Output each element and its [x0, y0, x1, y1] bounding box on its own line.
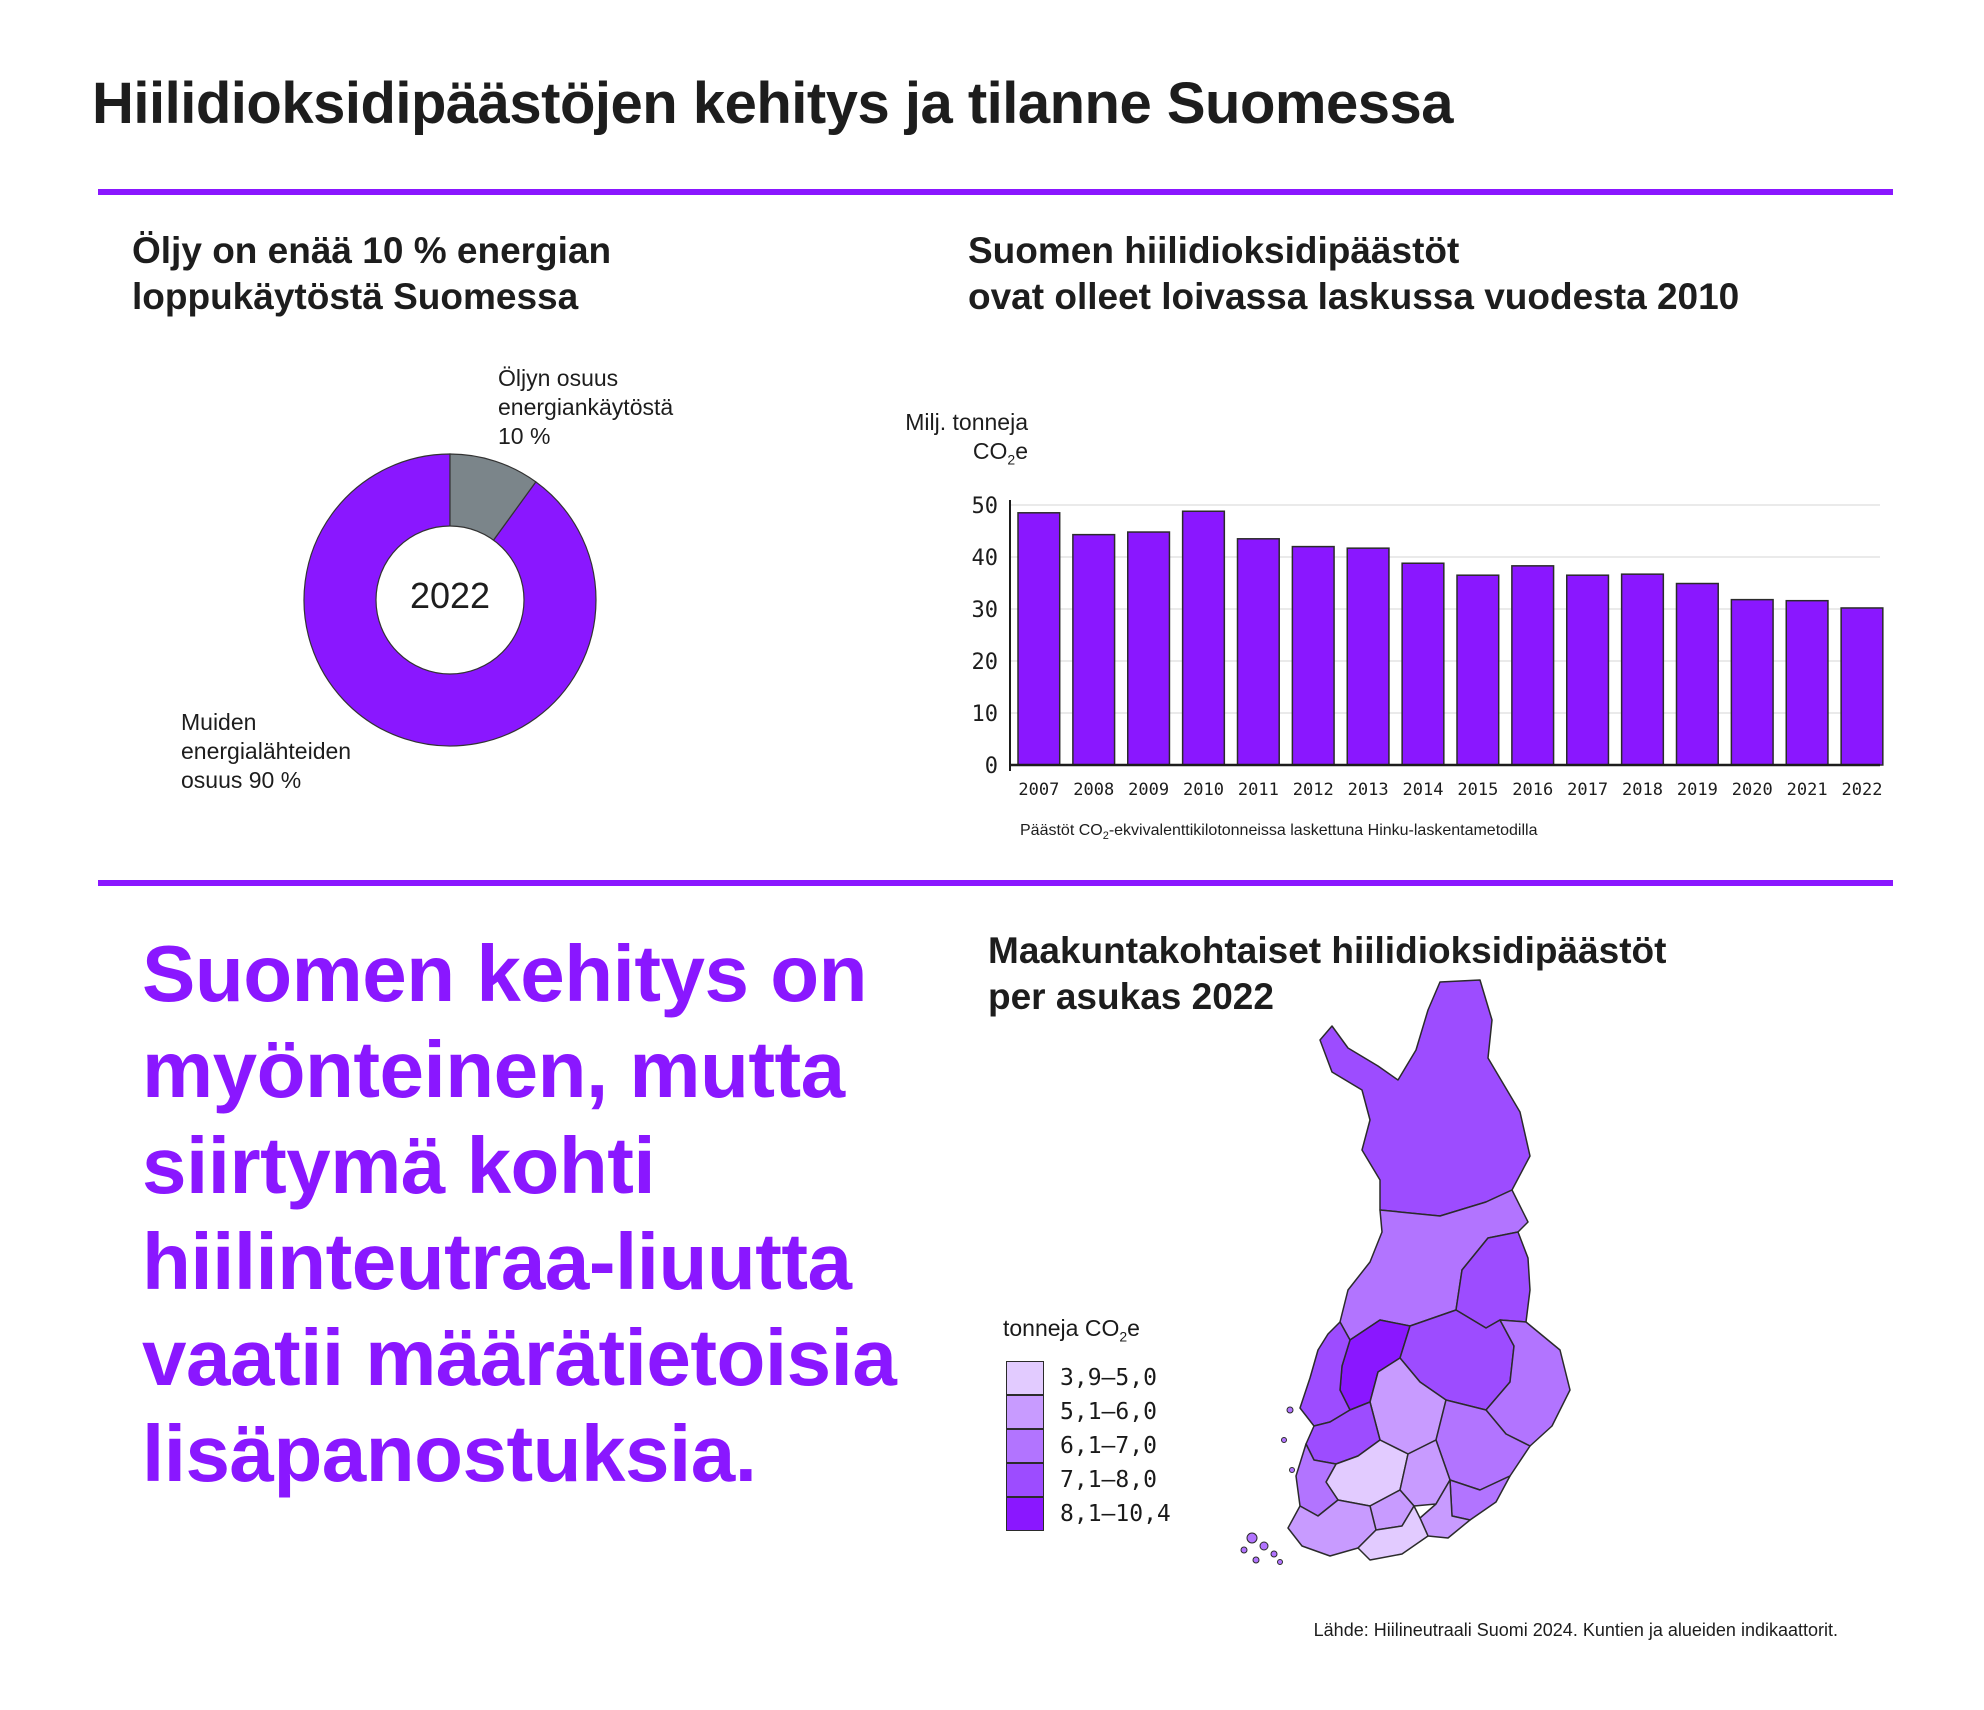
top-divider	[98, 189, 1893, 195]
note-suffix: -ekvivalenttikilotonneissa laskettuna Hinku-laskentametodilla	[1108, 822, 1538, 839]
x-tick-label: 2016	[1512, 780, 1554, 800]
x-tick-label: 2014	[1402, 780, 1444, 800]
x-tick-label: 2013	[1347, 780, 1389, 800]
y-unit-co: CO	[972, 438, 1008, 464]
legend-swatch	[1006, 1497, 1044, 1531]
legend-swatch	[1006, 1463, 1044, 1497]
x-tick-label: 2018	[1622, 780, 1663, 800]
bar-title-line1: Suomen hiilidioksidipäästöt	[968, 230, 1460, 271]
legend-label: 8,1–10,4	[1060, 1501, 1171, 1527]
y-unit-e: e	[1015, 438, 1028, 464]
y-tick-label: 10	[971, 702, 998, 727]
bar	[1292, 547, 1334, 765]
other-label-line1: Muiden	[181, 709, 257, 735]
note-sub: 2	[1102, 830, 1109, 843]
x-tick-label: 2007	[1018, 780, 1060, 800]
legend-label: 7,1–8,0	[1060, 1467, 1157, 1493]
y-unit-sub: 2	[1007, 451, 1016, 468]
donut-title-line1: Öljy on enää 10 % energian	[132, 230, 612, 271]
middle-divider	[98, 880, 1893, 886]
bar	[1567, 575, 1609, 765]
x-tick-label: 2011	[1237, 780, 1279, 800]
legend-label: 3,9–5,0	[1060, 1365, 1157, 1391]
y-tick-label: 50	[971, 494, 998, 519]
bar	[1786, 601, 1828, 765]
other-label-line3: osuus 90 %	[181, 767, 302, 793]
bar	[1677, 584, 1719, 765]
legend-label: 5,1–6,0	[1060, 1399, 1157, 1425]
source-note: Lähde: Hiilineutraali Suomi 2024. Kuntien ja alueiden indikaattorit.	[1313, 1620, 1838, 1640]
legend-item	[1006, 1428, 1157, 1464]
x-tick-label: 2010	[1183, 780, 1224, 800]
x-tick-label: 2019	[1676, 780, 1718, 800]
legend-title-sub: 2	[1119, 1328, 1128, 1345]
note-prefix: Päästöt CO	[1020, 822, 1103, 839]
x-tick-label: 2008	[1073, 780, 1115, 800]
bar	[1073, 535, 1115, 765]
x-tick-label: 2021	[1786, 780, 1828, 800]
bar	[1731, 600, 1773, 765]
x-tick-label: 2022	[1841, 780, 1883, 800]
legend-swatch	[1006, 1361, 1044, 1395]
bar	[1512, 566, 1554, 765]
bar	[1402, 563, 1444, 765]
x-tick-label: 2020	[1731, 780, 1773, 800]
map-title-line2: per asukas 2022	[988, 976, 1274, 1017]
map-title-line1: Maakuntakohtaiset hiilidioksidipäästöt	[988, 930, 1667, 971]
map-legend-title	[1003, 1315, 1140, 1345]
legend-title-e: e	[1127, 1315, 1140, 1341]
map-legend	[1006, 1360, 1206, 1540]
bar	[1128, 532, 1170, 765]
key-statement: Suomen kehitys on myönteinen, mutta siirtymä kohti hiilinteutraa-liuutta vaatii määrätietoisia lisäpanostuksia.	[142, 929, 897, 1498]
x-tick-label: 2017	[1567, 780, 1609, 800]
y-unit-line2	[890, 437, 1028, 475]
bar	[1238, 539, 1280, 765]
bar	[1622, 574, 1664, 765]
y-tick-label: 30	[971, 598, 998, 623]
oil-label-line1: Öljyn osuus	[498, 365, 619, 391]
page-title: Hiilidioksidipäästöjen kehitys ja tilanne Suomessa	[92, 71, 1453, 136]
bar-chart	[950, 480, 1900, 810]
legend-item	[1006, 1394, 1157, 1430]
legend-swatch	[1006, 1429, 1044, 1463]
bar-title-line2: ovat olleet loivassa laskussa vuodesta 2010	[968, 276, 1740, 317]
x-tick-label: 2015	[1457, 780, 1499, 800]
legend-item	[1006, 1496, 1171, 1532]
oil-share-label	[498, 364, 673, 451]
bar-chart-note	[1020, 822, 1538, 842]
x-tick-label: 2012	[1292, 780, 1334, 800]
bar	[1183, 511, 1225, 765]
bar	[1841, 608, 1883, 765]
donut-center-label: 2022	[409, 575, 491, 616]
y-tick-label: 20	[971, 650, 998, 675]
archipelago-islands	[1241, 1407, 1295, 1565]
y-unit-line1: Milj. tonneja	[905, 409, 1028, 435]
oil-label-line3: 10 %	[498, 423, 551, 449]
donut-title-line2: loppukäytöstä Suomessa	[132, 276, 579, 317]
other-share-label	[181, 708, 351, 795]
y-tick-label: 40	[971, 546, 998, 571]
legend-label: 6,1–7,0	[1060, 1433, 1157, 1459]
y-axis-unit	[890, 408, 1028, 475]
oil-label-line2: energiankäytöstä	[498, 394, 674, 420]
legend-title-co: tonneja CO	[1003, 1315, 1120, 1341]
region-lapland	[1320, 980, 1530, 1216]
y-tick-label: 0	[984, 754, 998, 779]
donut-title	[132, 228, 611, 320]
other-label-line2: energialähteiden	[181, 738, 352, 764]
x-tick-label: 2009	[1128, 780, 1170, 800]
bar-chart-title	[968, 228, 1739, 320]
bar	[1018, 513, 1060, 765]
legend-item	[1006, 1360, 1157, 1396]
finland-map	[1230, 970, 1630, 1570]
bar	[1347, 548, 1389, 765]
legend-swatch	[1006, 1395, 1044, 1429]
legend-item	[1006, 1462, 1157, 1498]
bar	[1457, 575, 1499, 765]
